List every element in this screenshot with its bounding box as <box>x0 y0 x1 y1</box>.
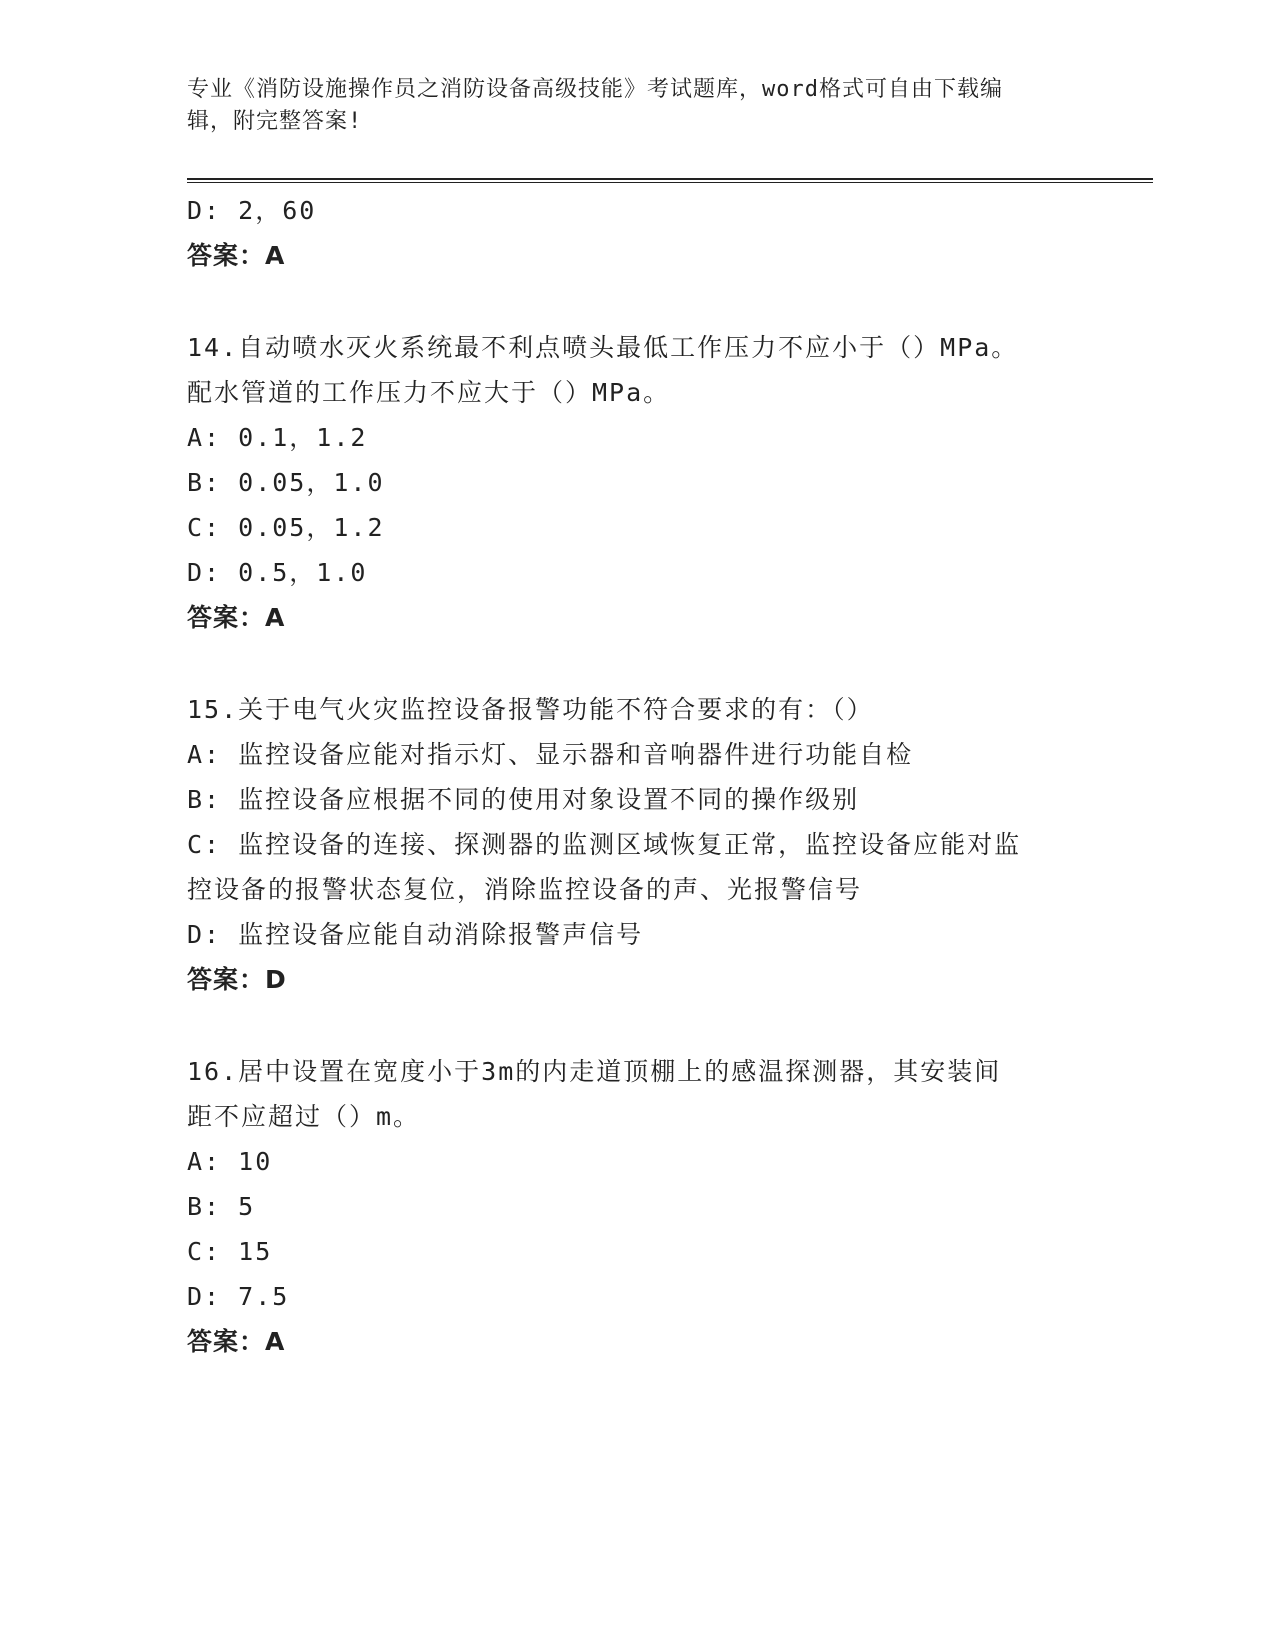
question-16 <box>187 1049 1087 1364</box>
previous-question-tail <box>187 188 1087 278</box>
question-15 <box>187 687 1087 1002</box>
answer-line: 答案：A <box>187 241 286 270</box>
document-header <box>187 74 1087 138</box>
option-c: C: 15 <box>187 1237 273 1266</box>
header-line-1: 专业《消防设施操作员之消防设备高级技能》考试题库，word格式可自由下载编 <box>187 77 1003 102</box>
option-d: D: 监控设备应能自动消除报警声信号 <box>187 920 644 949</box>
question-list <box>187 188 1087 1364</box>
header-line-2: 辑，附完整答案! <box>187 109 363 134</box>
question-stem-line-2: 配水管道的工作压力不应大于（）MPa。 <box>187 378 671 407</box>
answer-line: 答案：A <box>187 603 286 632</box>
spacer <box>187 640 1087 687</box>
answer-line: 答案：A <box>187 1327 286 1356</box>
option-d: D: 2，60 <box>187 196 317 225</box>
option-b: B: 监控设备应根据不同的使用对象设置不同的操作级别 <box>187 785 860 814</box>
option-d: D: 0.5，1.0 <box>187 558 368 587</box>
option-d: D: 7.5 <box>187 1282 290 1311</box>
option-c-line-1: C: 监控设备的连接、探测器的监测区域恢复正常，监控设备应能对监 <box>187 830 1022 859</box>
question-stem-line-2: 距不应超过（）m。 <box>187 1102 421 1131</box>
option-c: C: 0.05，1.2 <box>187 513 385 542</box>
question-stem-line-1: 15.关于电气火灾监控设备报警功能不符合要求的有：（） <box>187 695 874 724</box>
question-stem-line-1: 16.居中设置在宽度小于3m的内走道顶棚上的感温探测器，其安装间 <box>187 1057 1002 1086</box>
option-b: B: 0.05，1.0 <box>187 468 385 497</box>
option-a: A: 监控设备应能对指示灯、显示器和音响器件进行功能自检 <box>187 740 914 769</box>
question-stem-line-1: 14.自动喷水灭火系统最不利点喷头最低工作压力不应小于（）MPa。 <box>187 333 1019 362</box>
option-c-line-2: 控设备的报警状态复位，消除监控设备的声、光报警信号 <box>187 875 863 904</box>
header-divider-thin <box>187 182 1153 183</box>
answer-line: 答案：D <box>187 965 287 994</box>
question-14 <box>187 325 1087 640</box>
spacer <box>187 278 1087 325</box>
header-divider-thick <box>187 178 1153 180</box>
option-b: B: 5 <box>187 1192 256 1221</box>
option-a: A: 10 <box>187 1147 273 1176</box>
spacer <box>187 1002 1087 1049</box>
option-a: A: 0.1，1.2 <box>187 423 368 452</box>
